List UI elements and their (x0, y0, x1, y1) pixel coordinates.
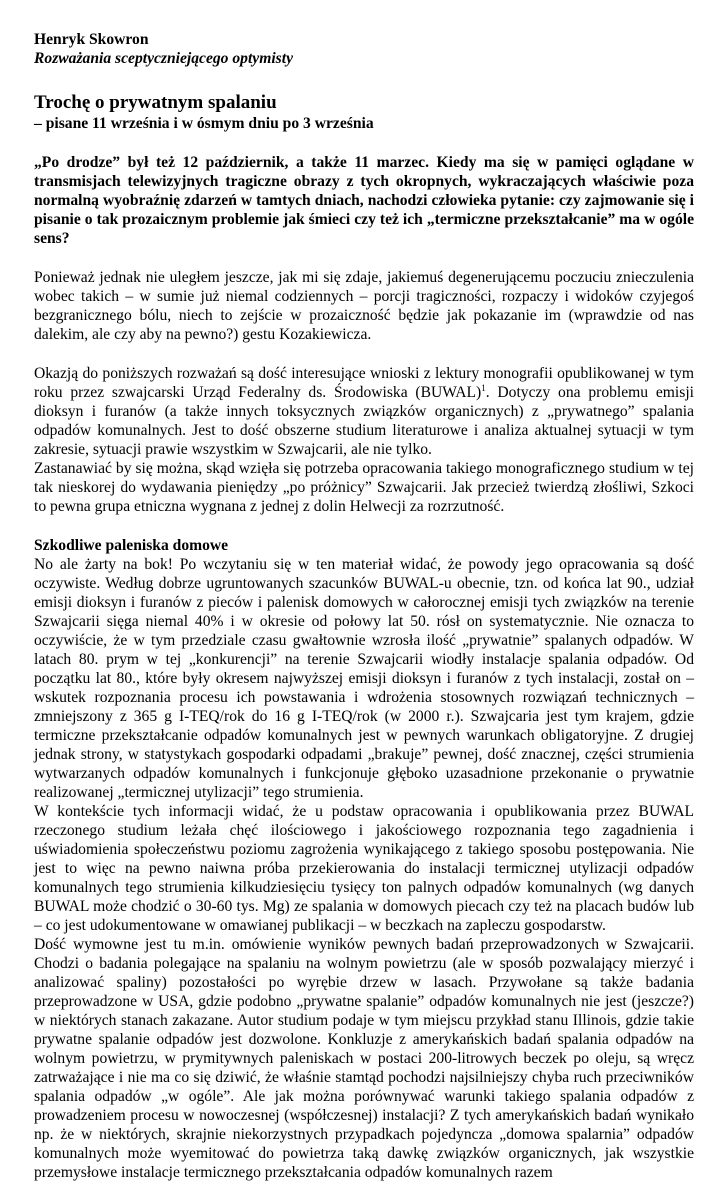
paragraph-2-text-a: Okazją do poniższych rozważań są dość interesujące wnioski z lektury monografii opublikowanej w tym roku przez szwajcarski Urząd Federalny ds. Środowiska (BUWAL) (34, 365, 694, 401)
lead-paragraph: „Po drodze” był też 12 październik, a także 11 marzec. Kiedy ma się w pamięci oglądane w transmisjach telewizyjnych tragiczne obrazy z tych okropnych, wykraczających właściwie poza normalną wyobraźnię zdarzeń w tamtych dniach, nachodzi człowieka pytanie: czy zajmowanie się i pisanie o tak prozaicznym problemie jak śmieci czy też ich „termiczne przekształcanie” ma w ogóle sens? (34, 154, 694, 247)
paragraph-1: Ponieważ jednak nie uległem jeszcze, jak mi się zdaje, jakiemuś degenerującemu poczuciu znieczulenia wobec takich – w sumie już niemal codziennych – porcji tragiczności, rozpaczy i widoków czyjegoś bezgranicznego bólu, niech to zejście w prozaiczność będzie jak pokazanie im (wprawdzie od nas dalekim, ale czy aby na pewno?) gestu Kozakiewicza. (34, 269, 694, 343)
column-series-title: Rozważania sceptyczniejącego optymisty (34, 50, 294, 67)
paragraph-5: W kontekście tych informacji widać, że u podstaw opracowania i opublikowania przez BUWAL rzeczonego studium leżała chęć ilościowego i jakościowego rozpoznania tego zagadnienia i uświadomienia społeczeństwu poziomu zagrożenia wynikającego z takiego sposobu postępowania. Nie jest to więc na pewno naiwna próba przekierowania do instalacji termicznej utylizacji odpadów komunalnych tego strumienia kilkudziesięciu tysięcy ton palnych odpadów komunalnych (wg danych BUWAL może chodzić o 30-60 tys. Mg) ze spalania w domowych piecach czy też na placach budów lub – co jest udokumentowane w omawianej publikacji – w beczkach na zapleczu gospodarstw. (34, 803, 694, 934)
paragraph-2 (34, 364, 694, 459)
paragraph-4: No ale żarty na bok! Po wczytaniu się w ten materiał widać, że powody jego opracowania są dość oczywiste. Według dobrze ugruntowanych szacunków BUWAL-u obecnie, tzn. od końca lat 90., udział emisji dioksyn i furanów z pieców i palenisk domowych w całorocznej emisji tych związków na terenie Szwajcarii sięga niemal 40% i w okresie od połowy lat 50. rósł on systematycznie. Nie oznacza to oczywiście, że w tym przedziale czasu gwałtownie wzrosła ilość „prywatnie” spalanych odpadów. W latach 80. prym w tej „konkurencji” na terenie Szwajcarii wiodły instalacje spalania odpadów. Od początku lat 80., które były okresem najwyższej emisji dioksyn i furanów z tych instalacji, został on – wskutek rozpoznania procesu ich powstawania i wdrożenia stosownych rozwiązań technicznych – zmniejszony z 365 g I-TEQ/rok do 16 g I-TEQ/rok (w 2000 r.). Szwajcaria jest tym krajem, gdzie termiczne przekształcanie odpadów komunalnych jest w pewnych warunkach obligatoryjne. Z drugiej jednak strony, w statystykach gospodarki odpadami „brakuje” pewnej, dość znacznej, części strumienia wytwarzanych odpadów komunalnych i funkcjonuje głęboko uzasadnione przekonanie o prywatnie realizowanej „termicznej utylizacji” tego strumienia. (34, 556, 694, 801)
article-title: Trochę o prywatnym spalaniu (34, 92, 277, 113)
author-name: Henryk Skowron (34, 31, 149, 48)
paragraph-6: Dość wymowne jest tu m.in. omówienie wyników pewnych badań przeprowadzonych w Szwajcarii. Chodzi o badania polegające na spalaniu na wolnym powietrzu (ale w sposób pozwalający mierzyć i analizować spaliny) pozostałości po wyrębie drzew w lasach. Przywołane są także badania przeprowadzone w USA, gdzie podobno „prywatne spalanie” odpadów komunalnych nie jest (jeszcze?) w niektórych stanach zakazane. Autor studium podaje w tym miejscu przykład stanu Illinois, gdzie takie prywatne spalanie odpadów jest dozwolone. Konkluzje z amerykańskich badań spalania odpadów na wolnym powietrzu, w prymitywnych paleniskach w postaci 200-litrowych beczek po oleju, są wręcz zatrważające i nie ma co się dziwić, że właśnie stamtąd pochodzi najsilniejszy chyba ruch przeciwników spalania odpadów „w ogóle”. Ale jak można porównywać warunki takiego spalania odpadów z prowadzeniem procesu w nowoczesnej (współczesnej) instalacji? Z tych amerykańskich badań wynikało np. że w niektórych, skrajnie niekorzystnych przypadkach pojedyncza „domowa spalarnia” odpadów komunalnych może wyemitować do powietrza taką dawkę związków organicznych, jak wszystkie przemysłowe instalacje termicznego przekształcania odpadów komunalnych razem (34, 936, 694, 1181)
paragraph-3: Zastanawiać by się można, skąd wzięła się potrzeba opracowania takiego monograficznego studium w tej tak nieskorej do wydawania pieniędzy „po próżnicy” Szwajcarii. Jak przecież twierdzą złośliwi, Szkoci to pewna grupa etniczna wygnana z jednej z dolin Helwecji za rozrzutność. (34, 460, 694, 515)
paragraph-2-text-b: . Dotyczy ona problemu emisji dioksyn i furanów (a także innych toksycznych związków organicznych) z „prywatnego” spalania odpadów komunalnych. Jest to dość obszerne studium literaturowe i analiza aktualnej sytuacji w tym zakresie, sytuacji prawie wszystkim w Szwajcarii, ale nie tylko. (34, 384, 694, 458)
section-heading: Szkodliwe paleniska domowe (34, 537, 229, 554)
article-subtitle: – pisane 11 września i w ósmym dniu po 3 września (34, 115, 374, 132)
footnote-marker[interactable]: 1 (481, 382, 486, 393)
document-page (34, 30, 694, 1182)
